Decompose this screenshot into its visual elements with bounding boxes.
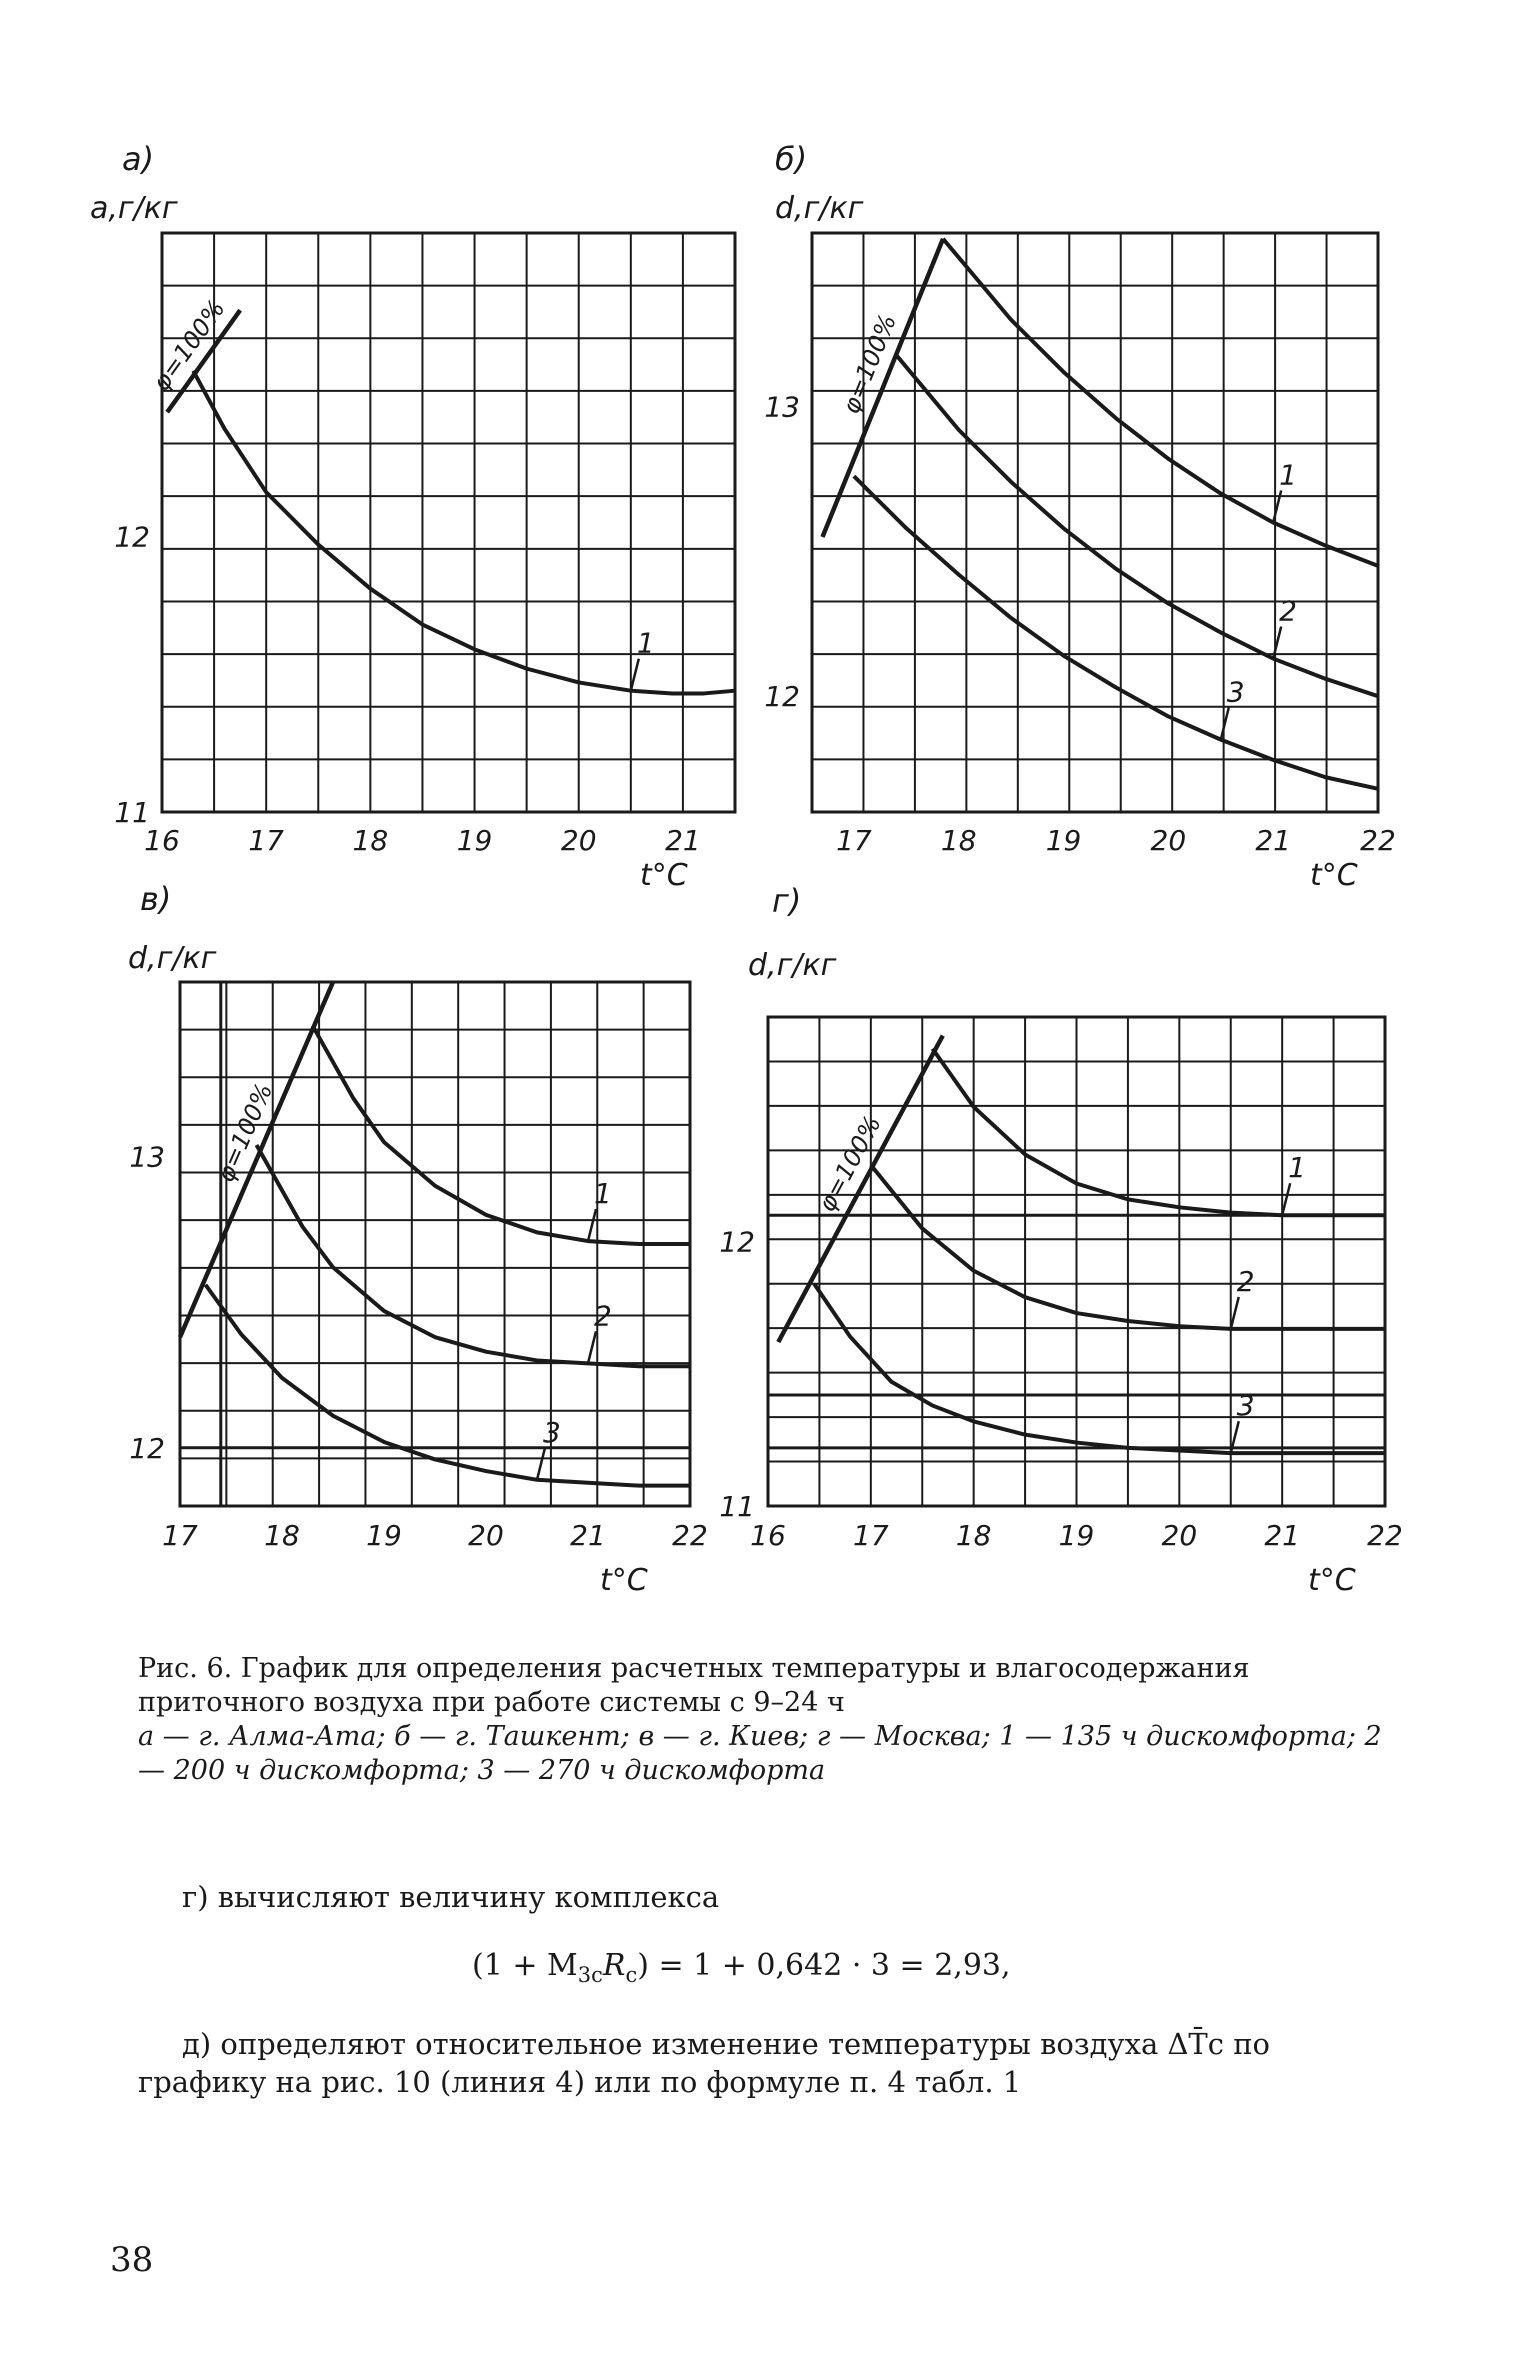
- chart-1-y-axis-label: а,г/кг: [90, 191, 178, 226]
- chart-3-series-1-label: 1: [594, 1177, 612, 1211]
- chart-2-x-tick-label: 20: [1150, 824, 1187, 857]
- chart-3-series-2-label: 2: [594, 1299, 612, 1333]
- chart-4-panel-label: г): [772, 882, 802, 920]
- chart-4-series-3-label: 3: [1236, 1389, 1255, 1423]
- chart-3-x-tick-label: 18: [264, 1519, 300, 1552]
- page-number: 38: [110, 2240, 154, 2280]
- chart-3-series-2-curve: [257, 1145, 691, 1366]
- chart-2-series-3-label: 3: [1226, 675, 1245, 709]
- chart-2-x-tick-label: 18: [940, 824, 977, 857]
- chart-1-x-tick-label: 19: [456, 824, 493, 857]
- chart-3-series-2-leader: [588, 1331, 596, 1363]
- chart-2-series-1-label: 1: [1279, 458, 1298, 492]
- chart-1-frame: [162, 233, 735, 812]
- chart-2-x-tick-label: 21: [1255, 824, 1292, 857]
- chart-3-series-1-leader: [588, 1209, 596, 1241]
- chart-3-x-axis-label: t°C: [600, 1563, 648, 1598]
- chart-4-x-tick-label: 21: [1264, 1519, 1300, 1552]
- figure-caption: [138, 1652, 1388, 1788]
- chart-2-series-3-curve: [854, 476, 1378, 789]
- chart-4-series-1-leader: [1282, 1183, 1290, 1215]
- chart-3-saturation-line: [180, 982, 333, 1337]
- chart-4-series-2-leader: [1231, 1297, 1239, 1329]
- chart-1-series-1-label: 1: [636, 626, 655, 660]
- chart-4-x-tick-label: 20: [1161, 1519, 1198, 1552]
- formula-rhs: ) = 1 + 0,642 · 3 = 2,93,: [637, 1948, 1011, 1983]
- chart-4-x-tick-label: 16: [750, 1519, 786, 1552]
- chart-1-x-tick-label: 18: [352, 824, 389, 857]
- chart-1-x-tick-label: 20: [560, 824, 597, 857]
- caption-title: Рис. 6. График для определения расчетных температуры и влагосодержания приточного воздуха при работе системы с 9–24 ч: [138, 1653, 1250, 1718]
- chart-1-x-tick-label: 21: [665, 824, 701, 857]
- formula-sub-1: 3с: [577, 1963, 603, 1987]
- chart-3-saturation-label: φ=100%: [211, 1079, 279, 1187]
- formula-sub-2: с: [625, 1963, 638, 1987]
- chart-3-series-1-curve: [313, 1026, 690, 1244]
- chart-1-x-axis-label: t°C: [640, 858, 688, 893]
- chart-2-x-axis-label: t°C: [1310, 858, 1358, 893]
- chart-4-x-tick-label: 19: [1058, 1519, 1095, 1552]
- chart-2-x-tick-label: 17: [836, 824, 872, 857]
- chart-1-x-tick-label: 17: [248, 824, 285, 857]
- formula-lhs: (1 + M: [472, 1948, 578, 1983]
- chart-3-x-tick-label: 20: [468, 1519, 504, 1552]
- chart-4-x-tick-label: 17: [853, 1519, 889, 1552]
- chart-4-x-axis-label: t°C: [1308, 1563, 1356, 1598]
- chart-4-series-2-label: 2: [1236, 1264, 1255, 1298]
- chart-4-y-axis-label: d,г/кг: [748, 948, 837, 983]
- chart-1-y-tick-label: 11: [114, 796, 150, 829]
- caption-legend: а — г. Алма-Ата; б — г. Ташкент; в — г. Киев; г — Москва; 1 — 135 ч дискомфорта; 2 — 200 ч дискомфорта; 3 — 270 ч дискомфорта: [138, 1721, 1382, 1786]
- chart-2-series-3-leader: [1221, 708, 1229, 740]
- chart-1-saturation-label: φ=100%: [147, 294, 231, 397]
- chart-4-series-3-curve: [814, 1284, 1385, 1453]
- chart-4-x-tick-label: 18: [955, 1519, 992, 1552]
- chart-3-x-tick-label: 21: [570, 1519, 606, 1552]
- chart-3-x-tick-label: 17: [162, 1519, 198, 1552]
- chart-2-x-tick-label: 22: [1360, 824, 1396, 857]
- step-d-text: д) определяют относительное изменение температуры воздуха ΔT̄с по графику на рис. 10 (линия 4) или по формуле п. 4 табл. 1: [138, 2027, 1270, 2099]
- chart-3-y-axis-label: d,г/кг: [128, 941, 217, 976]
- chart-4-series-1-curve: [933, 1049, 1385, 1216]
- chart-2-x-tick-label: 19: [1045, 824, 1082, 857]
- chart-4-saturation-line: [778, 1036, 943, 1343]
- chart-2-series-2-label: 2: [1279, 594, 1298, 628]
- chart-1-series-1-leader: [631, 659, 639, 691]
- chart-2-y-axis-label: d,г/кг: [775, 191, 864, 226]
- chart-2-panel-label: б): [775, 140, 808, 178]
- chart-3-panel-label: в): [140, 880, 172, 918]
- chart-2-series-2-curve: [896, 355, 1378, 697]
- chart-2-saturation-label: φ=100%: [836, 310, 902, 418]
- chart-4-series-1-label: 1: [1288, 1151, 1306, 1185]
- chart-3-y-tick-label: 12: [129, 1431, 165, 1465]
- chart-3-series-3-label: 3: [543, 1415, 561, 1449]
- chart-3-x-tick-label: 22: [672, 1519, 708, 1552]
- step-g-text: г) вычисляют величину комплекса: [182, 1880, 720, 1914]
- chart-3-series-3-leader: [537, 1448, 545, 1480]
- chart-2-series-1-curve: [943, 239, 1378, 566]
- chart-2-y-tick-label: 13: [764, 390, 800, 424]
- formula-r: R: [602, 1948, 626, 1983]
- chart-3-y-tick-label: 13: [129, 1140, 165, 1174]
- chart-3-x-tick-label: 19: [366, 1519, 402, 1552]
- chart-1-y-tick-label: 12: [114, 520, 150, 554]
- chart-4-saturation-label: φ=100%: [812, 1111, 887, 1217]
- chart-4-x-tick-label: 22: [1367, 1519, 1403, 1552]
- chart-1-panel-label: а): [122, 140, 155, 178]
- chart-4-y-tick-label: 11: [719, 1490, 755, 1523]
- chart-4-y-tick-label: 12: [719, 1225, 755, 1259]
- chart-2-y-tick-label: 12: [764, 680, 800, 714]
- chart-1-x-tick-label: 16: [144, 824, 180, 857]
- formula: [472, 1948, 1011, 1987]
